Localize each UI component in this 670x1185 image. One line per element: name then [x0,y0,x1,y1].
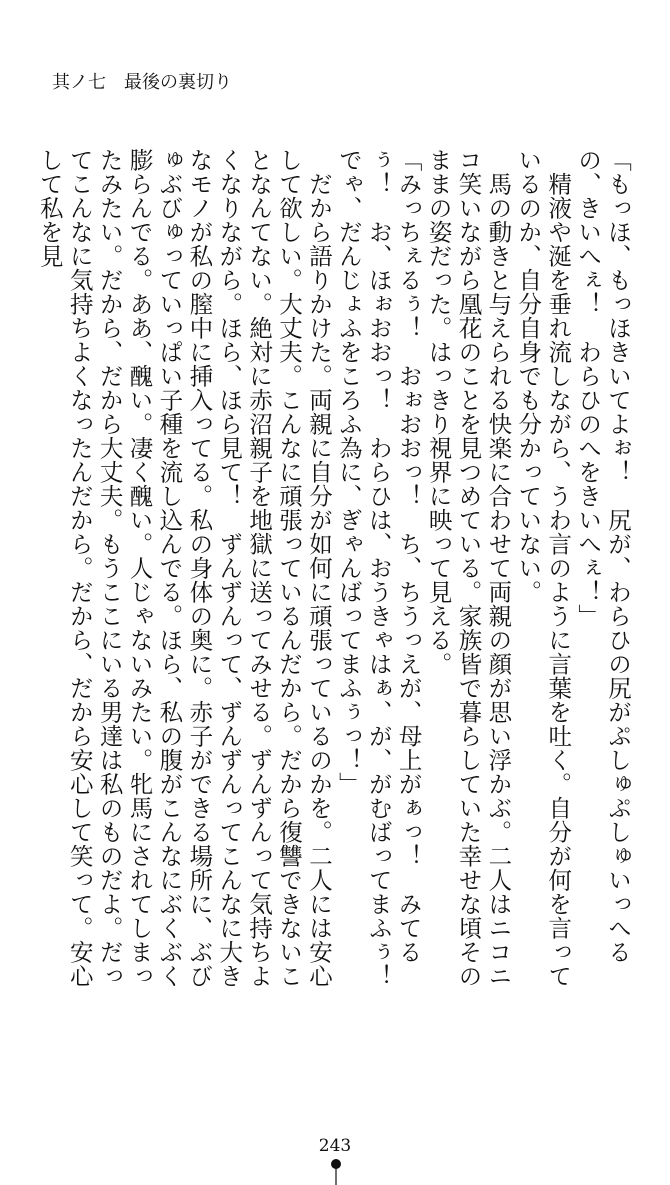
running-head: 其ノ七 最後の裏切り [52,72,232,93]
page-marker-icon [330,1158,342,1185]
paragraph: 精液や涎を垂れ流しながら、うわ言のように言葉を吐く。自分が何を言っているのか、自分自身でも分かっていない。 [514,148,573,988]
paragraph: 「みっちぇるぅ！ おぉおおっ！ ち、ちうっえが、母上がぁっ！ みてるぅ！ お、ほぉおおっ！ わらひは、おうきゃはぁ、が、がむばってまふぅ！ でゃ、だんじょふをころふ為に、ぎゃんばってまふぅっ！」 [334,148,423,1012]
body-text [34,148,632,1012]
paragraph: 「もっほ、もっほきいてよぉ！ 尻が、わらひの尻がぷしゅぷしゅいっへるの、きいへぇ！ わらひのへをきいへぇ！」 [574,148,632,964]
paragraph: 馬の動きと与えられる快楽に合わせて両親の顔が思い浮かぶ。二人はニコニコ笑いながら凰花のことを見つめている。家族皆で暮らしていた幸せな頃そのままの姿だった。はっきり視界に映って見える。 [424,148,513,988]
paragraph: だから語りかけた。両親に自分が如何に頑張っているのかを。二人には安心して欲しい。大丈夫。こんなに頑張っているんだから。だから復讐できないことなんてない。絶対に赤沼親子を地獄に送ってみせる。ずんずんって気持ちよくなりながら。ほら、ほら見て！ ずんずんって、ずんずんってこんなに大きなモノが私の膣中に挿入ってる。私の身体の奥に。赤子ができる場所に、ぶびゅぶびゅっていっぱい子種を流し込んでる。ほら、私の腹がこんなにぶくぶく膨らんでる。ああ、醜い。凄く醜い。人じゃないみたい。牝馬にされてしまったみたい。だから、だから大丈夫。もうここにいる男達は私のものだよ。だってこんなに気持ちよくなったんだから。だから、だから安心して笑って。安心して私を見 [35,148,333,988]
page-number: 243 [318,1136,352,1156]
